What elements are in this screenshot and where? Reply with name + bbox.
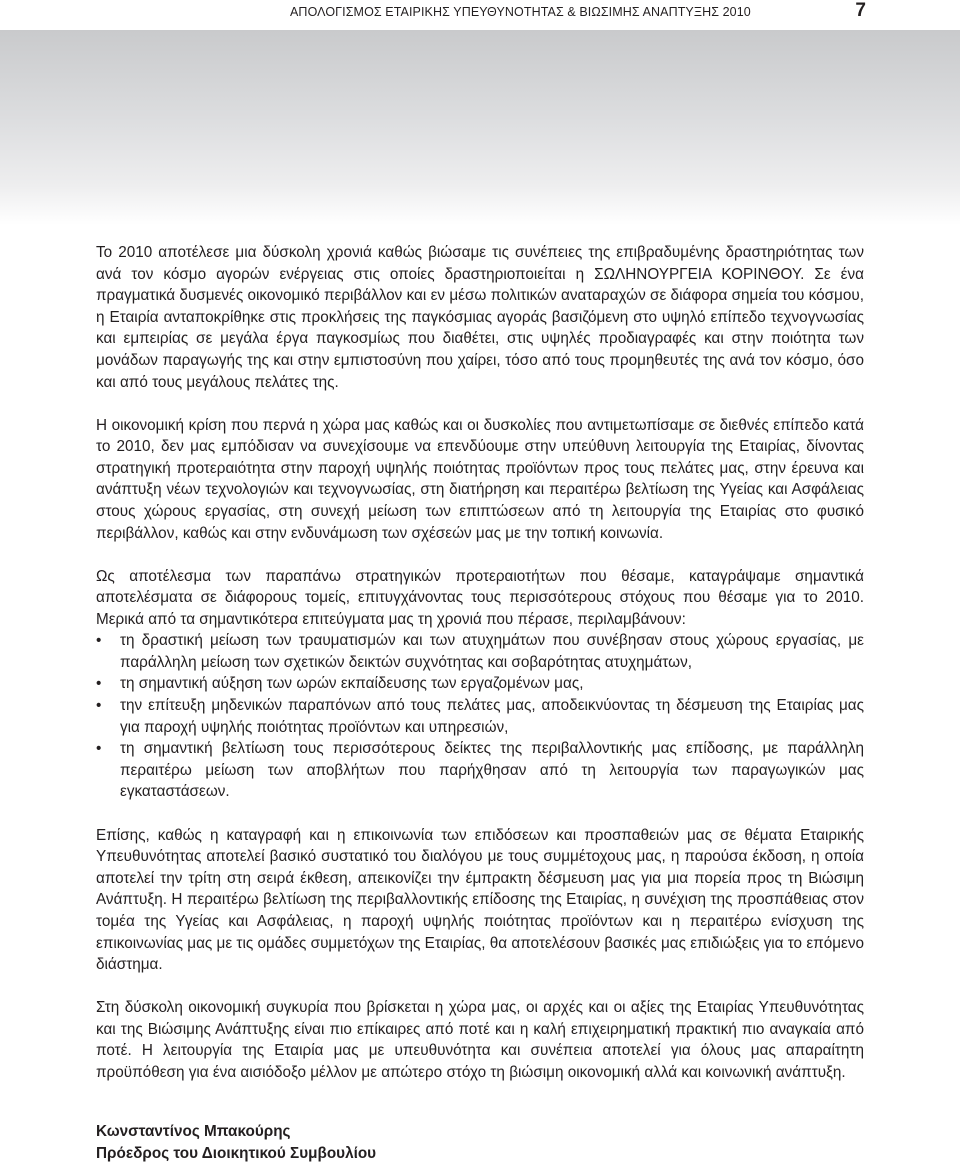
running-title: ΑΠΟΛΟΓΙΣΜΟΣ ΕΤΑΙΡΙΚΗΣ ΥΠΕΥΘΥΝΟΤΗΤΑΣ & ΒΙΩΣΙΜΗΣ ΑΝΑΠΤΥΞΗΣ 2010	[290, 5, 751, 19]
header-gradient-band	[0, 30, 960, 225]
bullet-icon: •	[96, 632, 102, 650]
list-item-text: τη δραστική μείωση των τραυματισμών και των ατυχημάτων που συνέβησαν στους χώρους εργασίας, με παράλληλη μείωση των σχετικών δεικτών συχνότητας και σοβαρότητας ατυχημάτων,	[120, 632, 864, 671]
paragraph-outlook: Στη δύσκολη οικονομική συγκυρία που βρίσκεται η χώρα μας, οι αρχές και οι αξίες της Εταιρίας Υπευθυνότητας και της Βιώσιμης Ανάπτυξης είναι πιο επίκαιρες από ποτέ και η καλή επιχειρηματική πρακτική πιο αναγκαία από ποτέ. Η λειτουργία της Εταιρία μας με υπευθυνότητα και συνέπεια αποτελεί για όλους μας απαραίτητη προϋπόθεση για ένα αισιόδοξο μέλλον με απώτερο στόχο τη βιώσιμη οικονομική αλλά και κοινωνική ανάπτυξη.	[96, 999, 864, 1081]
bullet-icon: •	[96, 697, 102, 715]
list-item	[96, 630, 864, 673]
signatory-title: Πρόεδρος του Διοικητικού Συμβουλίου	[96, 1144, 377, 1162]
bullet-icon: •	[96, 675, 102, 693]
list-item	[96, 695, 864, 738]
signatory-name: Κωνσταντίνος Μπακούρης	[96, 1123, 291, 1140]
list-item	[96, 738, 864, 803]
page-header	[0, 0, 960, 34]
paragraph-reporting: Επίσης, καθώς η καταγραφή και η επικοινωνία των επιδόσεων και προσπαθειών μας σε θέματα Εταιρικής Υπευθυνότητας αποτελεί βασικό συστατικό του διαλόγου με τους συμμέτοχους μας, η παρούσα έκδοση, η οποία αποτελεί την τρίτη στη σειρά έκθεση, απεικονίζει την έμπρακτη δέσμευση μας για μια πορεία προς τη Βιώσιμη Ανάπτυξη. Η περαιτέρω βελτίωση της περιβαλλοντικής επίδοσης της Εταιρίας, η συνέχιση της προσπάθειας στον τομέα της Υγείας και Ασφάλειας, η παροχή υψηλής ποιότητας προϊόντων και η περαιτέρω ενίσχυση της επικοινωνίας μας με τις ομάδες συμμετόχων της Εταιρίας, θα αποτελέσουν βασικές μας επιδιώξεις για το επόμενο διάστημα.	[96, 826, 864, 974]
achievements-list	[96, 630, 864, 803]
list-item-text: τη σημαντική βελτίωση τους περισσότερους δείκτες της περιβαλλοντικής μας επίδοσης, με παράλληλη περαιτέρω μείωση των αποβλήτων που παρήχθησαν από τη λειτουργία των παραγωγικών μας εγκαταστάσεων.	[120, 740, 864, 801]
signature-block	[96, 1121, 376, 1164]
list-item-text: τη σημαντική αύξηση των ωρών εκπαίδευσης των εργαζομένων μας,	[120, 675, 584, 693]
paragraph-intro: Το 2010 αποτέλεσε μια δύσκολη χρονιά καθώς βιώσαμε τις συνέπειες της επιβραδυμένης δραστηριότητας των ανά τον κόσμο αγορών ενέργειας στις οποίες δραστηριοποιείται η ΣΩΛΗΝΟΥΡΓΕΙΑ ΚΟΡΙΝΘΟΥ. Σε ένα πραγματικά δυσμενές οικονομικό περιβάλλον και εν μέσω πολιτικών αναταραχών σε διάφορα σημεία του κόσμου, η Εταιρία ανταποκρίθηκε στις προκλήσεις της παγκόσμιας αγοράς βασιζόμενη στο υψηλό επίπεδο τεχνογνωσίας και εμπειρίας σε μεγάλα έργα παγκοσμίως που διαθέτει, στις υψηλές προδιαγραφές και στην ποιότητα των μονάδων παραγωγής της και στην εμπιστοσύνη που χαίρει, τόσο από τους προμηθευτές της ανά τον κόσμο, όσο και από τους μεγάλους πελάτες της.	[96, 244, 864, 391]
letter-body	[96, 242, 864, 1104]
paragraph-results: Ως αποτέλεσμα των παραπάνω στρατηγικών προτεραιοτήτων που θέσαμε, καταγράψαμε σημαντικά αποτελέσματα σε διάφορους τομείς, επιτυγχάνοντας τους περισσότερους στόχους που θέσαμε για το 2010. Μερικά από τα σημαντικότερα επιτεύγματα μας τη χρονιά που πέρασε, περιλαμβάνουν:	[96, 567, 864, 628]
paragraph-economic-crisis: Η οικονομική κρίση που περνά η χώρα μας καθώς και οι δυσκολίες που αντιμετωπίσαμε σε διεθνές επίπεδο κατά το 2010, δεν μας εμπόδισαν να συνεχίσουμε να επενδύουμε στην υπεύθυνη λειτουργία της Εταιρίας, δίνοντας στρατηγική προτεραιότητα στην παροχή υψηλής ποιότητας προϊόντων προς τους πελάτες μας, στην έρευνα και ανάπτυξη νέων τεχνολογιών και τεχνογνωσίας, στη διατήρηση και περαιτέρω βελτίωση της Υγείας και Ασφάλειας στους χώρους εργασίας, στη συνεχή μείωση των επιπτώσεων από τη λειτουργία της Εταιρίας στο φυσικό περιβάλλον, καθώς και στην ενδυνάμωση των σχέσεών μας με την τοπική κοινωνία.	[96, 416, 864, 542]
page-number: 7	[855, 0, 866, 21]
bullet-icon: •	[96, 740, 102, 758]
list-item-text: την επίτευξη μηδενικών παραπόνων από τους πελάτες μας, αποδεικνύοντας τη δέσμευση της Εταιρίας μας για παροχή υψηλής ποιότητας προϊόντων και υπηρεσιών,	[120, 697, 864, 736]
list-item	[96, 673, 864, 695]
